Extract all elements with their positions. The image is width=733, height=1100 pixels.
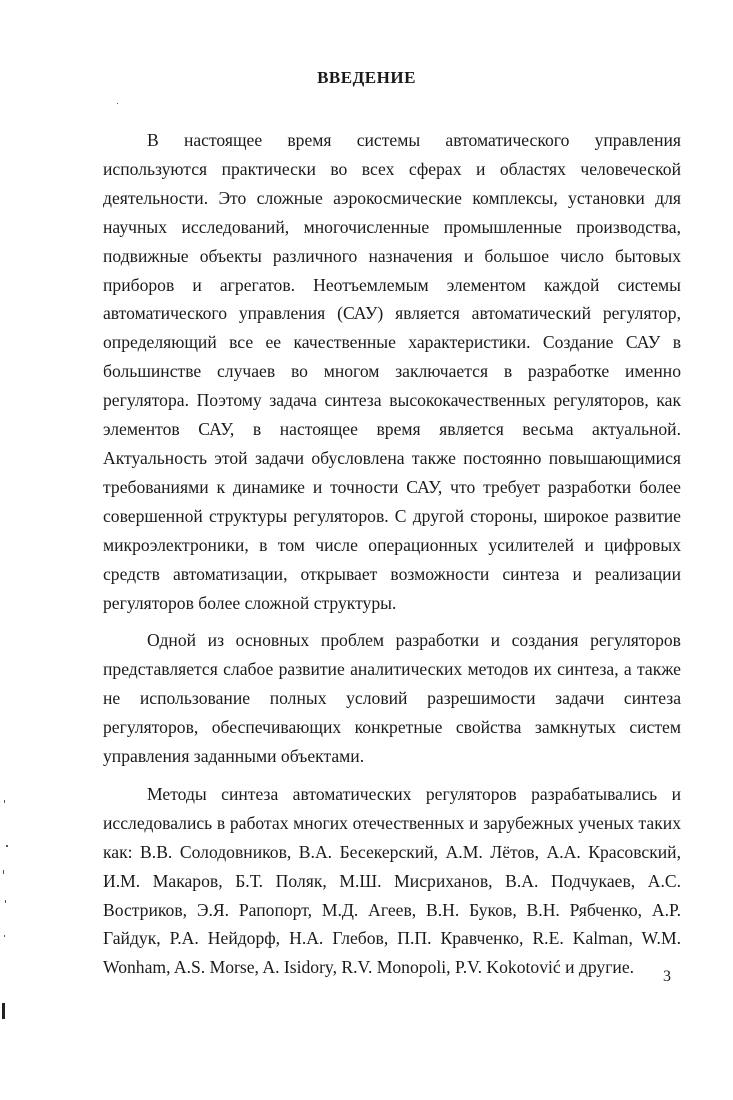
scan-speck	[5, 900, 6, 903]
paragraph-2: Одной из основных проблем разработки и создания регуляторов представляется слабое развитие аналитических методов их синтеза, а также не использование полных условий разрешимости задачи синтеза регуляторов, обеспечивающих конкретные свойства замкнутых систем управления заданными объектами.	[103, 630, 681, 767]
scan-speck	[6, 845, 8, 847]
scan-speck	[4, 935, 5, 937]
page-number: 3	[663, 968, 671, 985]
scan-speck	[2, 1003, 5, 1019]
paragraph-3: Методы синтеза автоматических регуляторов разрабатывались и исследовались в работах многих отечественных и зарубежных ученых таких как: В.В. Солодовников, В.А. Бесекерский, А.М. Лётов, А.А. Красовский, И.М. Макаров, Б.Т. Поляк, М.Ш. Мисриханов, В.А. Подчукаев, А.С. Востриков, Э.Я. Рапопорт, М.Д. Агеев, В.Н. Буков, В.Н. Рябченко, А.Р. Гайдук, Р.А. Нейдорф, Н.А. Глебов, П.П. Кравченко, R.E. Kalman, W.M. Wonham, A.S. Morse, A. Isidory, R.V. Monopoli, P.V. Kokotović и другие.	[103, 783, 681, 978]
scan-speck	[4, 800, 5, 803]
scan-speck	[117, 103, 118, 104]
page-title: ВВЕДЕНИЕ	[317, 68, 416, 87]
paragraph-1: В настоящее время системы автоматического управления используются практически во всех сферах и областях человеческой деятельности. Это сложные аэрокосмические комплексы, установки для научных исследований, многочисленные промышленные производства, подвижные объекты различного назначения и большое число бытовых приборов и агрегатов. Неотъемлемым элементом каждой системы автоматического управления (САУ) является автоматический регулятор, определяющий все ее качественные характеристики. Создание САУ в большинстве случаев во многом заключается в разработке именно регулятора. Поэтому задача синтеза высококачественных регуляторов, как элементов САУ, в настоящее время является весьма актуальной. Актуальность этой задачи обусловлена также постоянно повышающимися требованиями к динамике и точности САУ, что требует разработки более совершенной структуры регуляторов. С другой стороны, широкое развитие микроэлектроники, в том числе операционных усилителей и цифровых средств автоматизации, открывает возможности синтеза и реализации регуляторов более сложной структуры.	[103, 130, 681, 613]
scan-speck	[3, 870, 4, 874]
body-text	[103, 126, 681, 991]
